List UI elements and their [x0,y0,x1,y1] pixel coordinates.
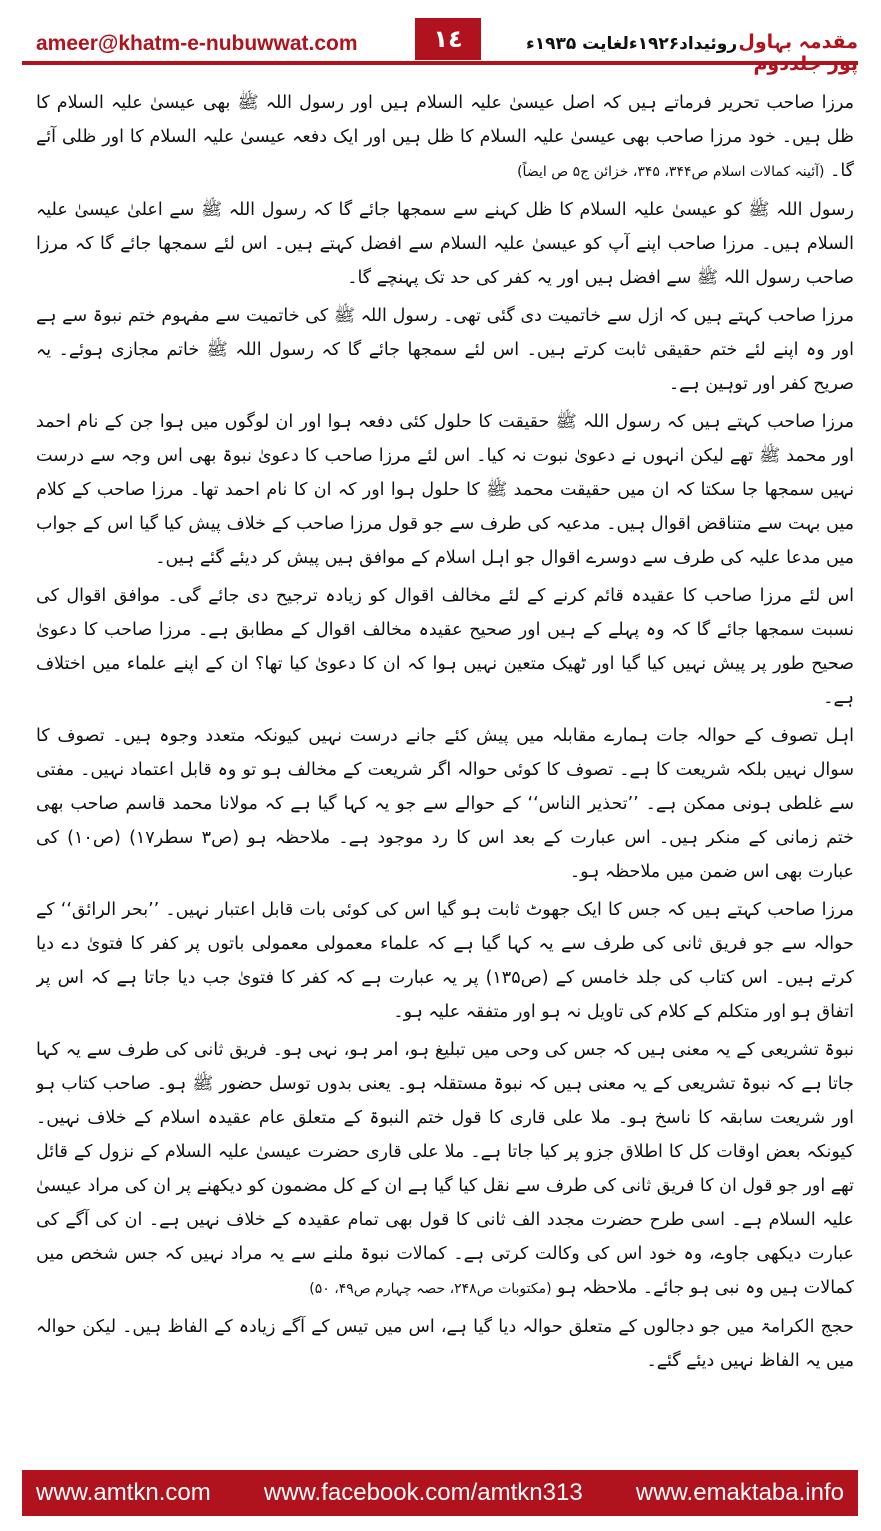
paragraph-text: مرزا صاحب کہتے ہیں کہ جس کا ایک جھوٹ ثابت ہو گیا اس کی کوئی بات قابل اعتبار نہیں۔ ’’بحر الرائق‘‘ کے حوالہ سے جو فریق ثانی کی طرف سے یہ کہا گیا ہے کہ علماء معمولی معمولی باتوں پر کفر کا فتویٰ دے دیا کرتے ہیں۔ اس کتاب کی جلد خامس کے (ص۱۳۵) پر یہ عبارت ہے کہ کفر کا فتویٰ جب دیا جاتا ہے کہ اس پر اتفاق ہو اور متکلم کے کلام کی تاویل نہ ہو اور متفقہ علیہ ہو۔ [36,900,854,1022]
header-rule [22,61,858,65]
paragraph-4 [36,405,854,575]
paragraph-text: اس لئے مرزا صاحب کا عقیدہ قائم کرنے کے لئے مخالف اقوال کو زیادہ ترجیح دی جائے گی۔ موافق اقوال کی نسبت سمجھا جائے گا کہ وہ پہلے کے ہیں اور صحیح عقیدہ مخالف اقوال کے مطابق ہے۔ مرزا صاحب کا دعویٰ صحیح طور پر پیش نہیں کیا گیا اور ٹھیک متعین نہیں ہوا کہ ان کا دعویٰ کیا تھا؟ ان کے اپنے علماء میں اختلاف ہے۔ [36,586,854,708]
footer-link-emaktaba[interactable]: www.emaktaba.info [635,1479,844,1506]
paragraph-3 [36,299,854,401]
footer-link-amtkn[interactable]: www.amtkn.com [36,1479,211,1506]
paragraph-1 [36,86,854,189]
paragraph-text: رسول اللہ ﷺ کو عیسیٰ علیہ السلام کا ظل کہنے سے سمجھا جائے گا کہ رسول اللہ ﷺ سے اعلیٰ عیسیٰ علیہ السلام ہیں۔ مرزا صاحب اپنے آپ کو عیسیٰ علیہ السلام سے افضل کہتے ہیں۔ اس لئے سمجھا جائے گا کہ مرزا صاحب رسول اللہ ﷺ سے افضل ہیں اور یہ کفر کی حد تک پہنچے گا۔ [36,200,854,288]
page-footer [22,1470,858,1516]
paragraph-text: مرزا صاحب کہتے ہیں کہ ازل سے خاتمیت دی گئی تھی۔ رسول اللہ ﷺ کی خاتمیت سے مفہوم ختم نبوۃ سے ہے اور وہ اپنے لئے ختم حقیقی ثابت کرتے ہیں۔ اس لئے سمجھا جائے گا کہ رسول اللہ ﷺ خاتم مجازی ہوئے۔ یہ صریح کفر اور توہین ہے۔ [36,306,854,394]
citation: (مکتوبات ص۲۴۸، حصہ چہارم ص۴۹، ۵۰) [309,1281,552,1297]
document-body [36,86,854,1446]
paragraph-7 [36,893,854,1029]
page-number: ١٤ [415,18,481,60]
book-title: مقدمہ بہاول [738,31,858,53]
report-period: روئیداد۱۹۲۶ءلغایت ۱۹۳۵ء [526,34,738,54]
paragraph-text: اہل تصوف کے حوالہ جات ہمارے مقابلہ میں پیش کئے جانے درست نہیں کیونکہ متعدد وجوہ ہیں۔ تصوف کا سوال نہیں بلکہ شریعت کا ہے۔ تصوف کا کوئی حوالہ اگر شریعت کے مخالف ہو تو وہ قابل اعتماد نہیں۔ مفتی سے غلطی ہونی ممکن ہے۔ ’’تحذیر الناس‘‘ کے حوالے سے جو یہ کہا گیا ہے کہ مولانا محمد قاسم صاحب بھی ختم زمانی کے منکر ہیں۔ اس عبارت کے بعد اس کا رد موجود ہے۔ ملاحظہ ہو (ص۳ سطر۱۷) (ص۱۰) کی عبارت بھی اس ضمن میں ملاحظہ ہو۔ [36,726,854,882]
paragraph-text: مرزا صاحب تحریر فرماتے ہیں کہ اصل عیسیٰ علیہ السلام ہیں اور رسول اللہ ﷺ بھی عیسیٰ علیہ السلام کا ظل ہیں۔ خود مرزا صاحب بھی عیسیٰ علیہ السلام کا ظل ہیں اور ایک دفعہ عیسیٰ علیہ السلام کا اور ظلی آئے گا۔ [36,93,854,181]
paragraph-6 [36,719,854,889]
paragraph-9 [36,1310,854,1378]
paragraph-text: مرزا صاحب کہتے ہیں کہ رسول اللہ ﷺ حقیقت کا حلول کئی دفعہ ہوا اور ان لوگوں میں ہوا جن کے نام احمد اور محمد ﷺ تھے لیکن انہوں نے دعویٰ نبوت نہ کیا۔ اس لئے مرزا صاحب کا دعویٰ نبوۃ بھی اس وجہ سے درست نہیں سمجھا جا سکتا کہ ان میں حقیقت محمد ﷺ کا حلول ہوا اور کہ ان کا نام احمد تھا۔ مرزا صاحب کے کلام میں بہت سے متناقض اقوال ہیں۔ مدعیہ کی طرف سے جو قول مرزا صاحب کے خلاف پیش کیا گیا اس کے جواب میں مدعا علیہ کی طرف سے دوسرے اقوال جو اہل اسلام کے موافق ہیں پیش کر دیئے گئے ہیں۔ [36,412,854,568]
paragraph-text: نبوۃ تشریعی کے یہ معنی ہیں کہ جس کی وحی میں تبلیغ ہو، امر ہو، نہی ہو۔ فریق ثانی کی طرف سے یہ کہا جاتا ہے کہ نبوۃ تشریعی کے یہ معنی ہیں کہ نبوۃ مستقلہ ہو۔ یعنی بدوں توسل حضور ﷺ ہو۔ صاحب کتاب ہو اور شریعت سابقہ کا ناسخ ہو۔ ملا علی قاری کا قول ختم النبوۃ کے متعلق عام عقیدہ اسلام کے خلاف نہیں۔ کیونکہ بعض اوقات کل کا اطلاق جزو پر کیا جاتا ہے۔ ملا علی قاری حضرت عیسیٰ علیہ السلام کے نزول کے قائل تھے اور جو قول ان کا فریق ثانی کی طرف سے نقل کیا گیا ہے ان کے کل مضمون کو دیکھنے پر ان کی مراد عیسیٰ علیہ السلام ہے۔ اسی طرح حضرت مجدد الف ثانی کا قول بھی تمام عقیدہ کے خلاف نہیں ہے۔ ان کی آگے کی عبارت دیکھی جاوے، وہ خود اس کی وکالت کرتی ہے۔ کمالات نبوۃ ملنے سے یہ مراد نہیں کہ جس شخص میں کمالات ہیں وہ نبی ہو جائے۔ ملاحظہ ہو [36,1040,854,1298]
paragraph-text: حجج الکرامۃ میں جو دجالوں کے متعلق حوالہ دیا گیا ہے، اس میں تیس کے آگے زیادہ کے الفاظ ہیں۔ لیکن حوالہ میں یہ الفاظ نہیں دیئے گئے۔ [36,1317,854,1371]
paragraph-8 [36,1033,854,1306]
page-header [22,14,858,70]
paragraph-2 [36,193,854,295]
header-email[interactable]: ameer@khatm-e-nubuwwat.com [36,32,358,55]
citation: (آئینہ کمالات اسلام ص۳۴۴، ۳۴۵، خزائن ج۵ ص ایضاً) [517,164,825,180]
paragraph-5 [36,579,854,715]
footer-link-facebook[interactable]: www.facebook.com/amtkn313 [263,1479,583,1506]
